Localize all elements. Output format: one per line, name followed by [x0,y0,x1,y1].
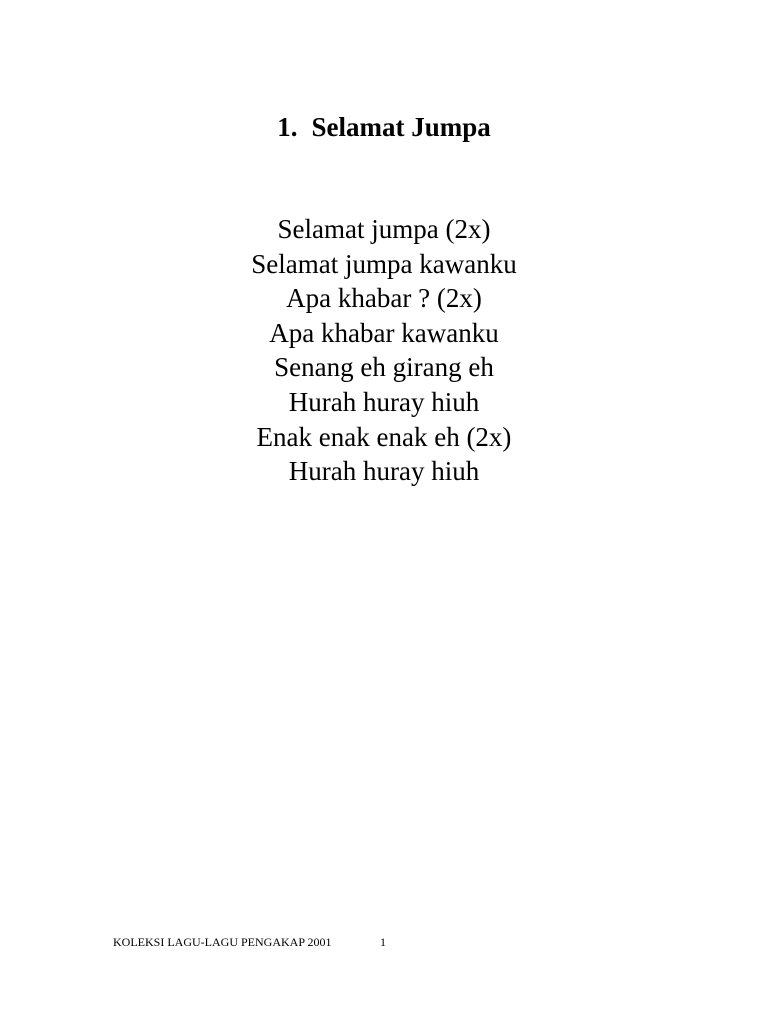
lyric-line: Selamat jumpa (2x) [277,214,491,244]
page-footer [113,934,386,950]
lyric-line: Hurah huray hiuh [288,386,480,417]
lyrics-block [0,212,768,489]
song-number: 1. [277,112,298,142]
footer-page-number: 1 [380,935,386,949]
lyric-line: Apa khabar ? (2x) [286,283,482,314]
footer-collection-title: KOLEKSI LAGU-LAGU PENGAKAP 2001 [113,935,332,949]
song-title-text: Selamat Jumpa [311,112,491,142]
lyric-line: Enak enak enak eh (2x) [256,421,512,452]
lyric-line: Selamat jumpa kawanku [251,248,517,279]
song-title [0,110,768,144]
lyric-line: Senang eh girang eh [274,352,494,383]
lyric-line: Apa khabar kawanku [269,317,499,348]
lyric-line: Hurah huray hiuh [288,456,480,487]
